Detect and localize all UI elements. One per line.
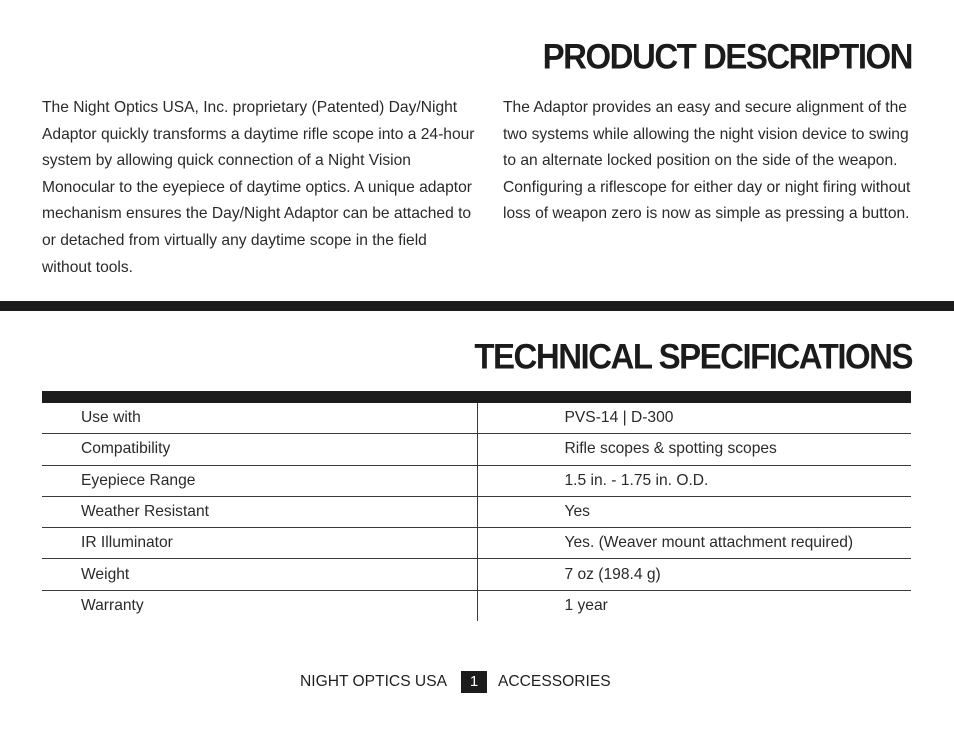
spec-label: IR Illuminator xyxy=(42,528,477,559)
spec-label: Warranty xyxy=(42,590,477,621)
footer-page-number: 1 xyxy=(461,671,487,693)
table-row xyxy=(42,465,911,496)
table-row xyxy=(42,559,911,590)
spec-value: Rifle scopes & spotting scopes xyxy=(477,434,911,465)
table-row xyxy=(42,528,911,559)
spec-label: Eyepiece Range xyxy=(42,465,477,496)
footer-brand: NIGHT OPTICS USA xyxy=(299,673,447,690)
spec-value: 1 year xyxy=(564,596,608,614)
description-right-column: The Adaptor provides an easy and secure alignment of the two systems while allowing the night vision device to swing to an alternate locked position on the side of the weapon. Configuring a riflescope for either day or night firing without loss of weapon zero is now as simple as pressing a button. xyxy=(503,99,911,223)
footer-section: ACCESSORIES xyxy=(498,673,611,690)
table-row xyxy=(42,403,911,434)
spec-value: Yes. (Weaver mount attachment required) xyxy=(477,528,911,559)
table-row xyxy=(42,434,911,465)
spec-label: Weight xyxy=(42,559,477,590)
spec-label: Use with xyxy=(42,403,477,434)
spec-value: PVS-14 | D-300 xyxy=(477,403,911,434)
spec-value: 7 oz (198.4 g) xyxy=(477,559,911,590)
spec-table-header-bar xyxy=(42,391,911,403)
table-row xyxy=(42,590,911,621)
spec-value: 1.5 in. - 1.75 in. O.D. xyxy=(477,465,911,496)
section-divider xyxy=(0,301,954,311)
spec-label: Compatibility xyxy=(42,434,477,465)
table-row xyxy=(42,496,911,527)
spec-table xyxy=(42,403,911,621)
spec-value: Yes xyxy=(477,496,911,527)
technical-specifications-title: TECHNICAL SPECIFICATIONS xyxy=(474,336,912,376)
spec-label: Weather Resistant xyxy=(42,496,477,527)
description-left-column: The Night Optics USA, Inc. proprietary (Patented) Day/Night Adaptor quickly transforms a daytime rifle scope into a 24-hour system by allowing quick connection of a Night Vision Monocular to the eyepiece of daytime optics. A unique adaptor mechanism ensures the Day/Night Adaptor can be attached to or detached from virtually any daytime scope in the field without tools. xyxy=(42,99,475,276)
product-description-title: PRODUCT DESCRIPTION xyxy=(542,36,912,76)
